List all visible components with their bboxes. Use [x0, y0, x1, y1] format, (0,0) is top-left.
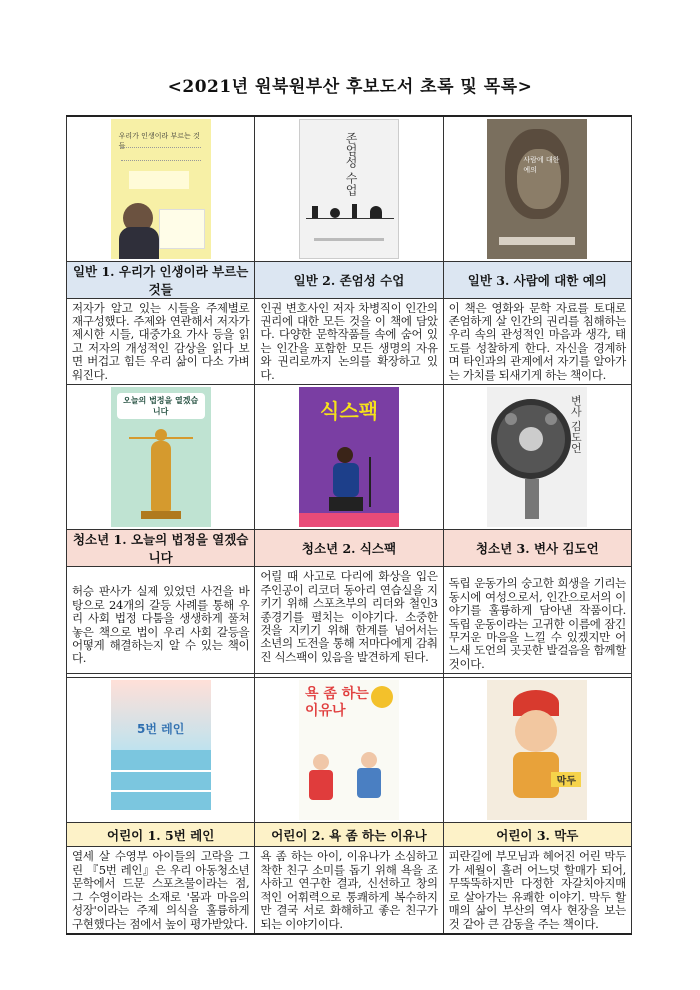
book-cover-cell	[255, 116, 443, 261]
book-cover-image	[487, 387, 587, 527]
book-cover-image	[487, 119, 587, 259]
book-cover-cell	[67, 116, 255, 261]
book-label: 일반 2. 존엄성 수업	[255, 261, 443, 298]
book-cover-image	[487, 680, 587, 820]
book-label: 어린이 2. 욕 좀 하는 이유나	[255, 823, 443, 847]
cover-title-text: 오늘의 법정을 열겠습니다	[123, 396, 199, 417]
book-description: 이 책은 영화와 문학 자료를 토대로 존엄하게 살 인간의 권리를 침해하는 우리 속의 관성적인 마음과 생각, 태도를 성찰하게 한다. 자신을 경계하며 타인과의 관계에서 자기를 알아가는 가치를 되새기게 하는 책이다.	[443, 298, 631, 385]
book-cover-image	[299, 680, 399, 820]
book-label: 일반 3. 사람에 대한 예의	[443, 261, 631, 298]
cover-title-text: 변사 김도언	[569, 395, 583, 454]
book-description: 허승 판사가 실제 있었던 사건을 바탕으로 24개의 갈등 사례를 통해 우리 사회 법정 다툼을 생생하게 풀쳐 놓은 책으로 법이 우리 사회 갈등을 어떻게 해결하는지 알 수 있는 책이다.	[67, 567, 255, 674]
book-cover-cell	[255, 678, 443, 823]
book-cover-cell	[443, 678, 631, 823]
cover-title-text: 욕 좀 하는 이유나	[304, 686, 369, 720]
book-list-table	[66, 115, 632, 935]
cover-title-text: 존엄성 수업	[343, 131, 358, 196]
book-label: 어린이 3. 막두	[443, 823, 631, 847]
book-cover-cell	[443, 116, 631, 261]
book-label: 일반 1. 우리가 인생이라 부르는 것들	[67, 261, 255, 298]
book-description: 욕 좀 하는 아이, 이유나가 소심하고 착한 친구 소미를 돕기 위해 욕을 조사하고 연구한 결과, 신선하고 창의적인 어휘력으로 통쾌하게 복수하지만 결국 서로 화해하고 좋은 친구가 되는 이야기이다.	[255, 847, 443, 934]
book-label: 청소년 1. 오늘의 법정을 열겠습니다	[67, 530, 255, 567]
book-label: 어린이 1. 5번 레인	[67, 823, 255, 847]
book-cover-image	[111, 119, 211, 259]
book-cover-cell	[443, 385, 631, 530]
book-cover-image	[299, 119, 399, 259]
book-description: 피란길에 부모님과 헤어진 어린 막두가 세월이 흘러 어느덧 할매가 되어, 무뚝뚝하지만 다정한 자갈치아지매로 살아가는 유쾌한 이야기. 막두 할매의 삶이 부산의 역사 현장을 보는 것 같아 큰 감동을 주는 책이다.	[443, 847, 631, 934]
book-description: 인권 변호사인 저자 차병직이 인간의 권리에 대한 모든 것을 이 책에 담았다. 다양한 문학작품들 속에 숨어 있는 인간을 포함한 모든 생명의 자유와 권리로까지 논의를 확장하고 있다.	[255, 298, 443, 385]
book-description: 독립 운동가의 숭고한 희생을 기리는 동시에 여성으로서, 인간으로서의 이야기를 훌륭하게 담아낸 작품이다. 독립 운동이라는 고귀한 이름에 잠긴 무거운 마음을 느낄 수 있겠지만 어느새 도언의 곳곳한 발걸음을 함께할 것이다.	[443, 567, 631, 674]
book-description: 저자가 알고 있는 시들을 주제별로 재구성했다. 주제와 연관해서 저자가 제시한 시들, 대중가요 가사 등을 읽고 저자의 개성적인 감상을 읽다 보면 버겁고 힘든 우리 삶이 다소 가벼워진다.	[67, 298, 255, 385]
cover-title-text: 식스팩	[320, 399, 378, 424]
book-cover-cell	[255, 385, 443, 530]
book-cover-image	[111, 680, 211, 820]
cover-title-text: 5번 레인	[137, 722, 185, 737]
cover-title-text: 우리가 인생이라 부르는 것들	[118, 131, 200, 150]
book-cover-image	[111, 387, 211, 527]
book-cover-cell	[67, 385, 255, 530]
book-label: 청소년 2. 식스팩	[255, 530, 443, 567]
book-label: 청소년 3. 변사 김도언	[443, 530, 631, 567]
book-cover-image	[299, 387, 399, 527]
cover-title-text: 막두	[551, 772, 581, 787]
book-cover-cell	[67, 678, 255, 823]
cover-title-text: 사람에 대한 예의	[523, 155, 560, 174]
book-description: 어릴 때 사고로 다리에 화상을 입은 주인공이 리코더 동아리 연습실을 지키기 위해 스포츠부의 리더와 철인3종경기를 펼치는 이야기다. 소중한 것을 지키기 위해 한계를 넘어서는 소년의 도전을 통해 저마다에게 감춰진 식스팩이 있음을 발견하게 된다.	[255, 567, 443, 674]
document-title: <2021년 원북원부산 후보도서 초록 및 목록>	[167, 77, 533, 97]
book-description: 열세 살 수영부 아이들의 고락을 그린 『5번 레인』은 우리 아동청소년문학에서 드문 스포츠물이라는 점, 그 수영이라는 소재로 '몸과 마음의 성장'이라는 주제 의식을 훌륭하게 구현했다는 점에서 높이 평가받았다.	[67, 847, 255, 934]
